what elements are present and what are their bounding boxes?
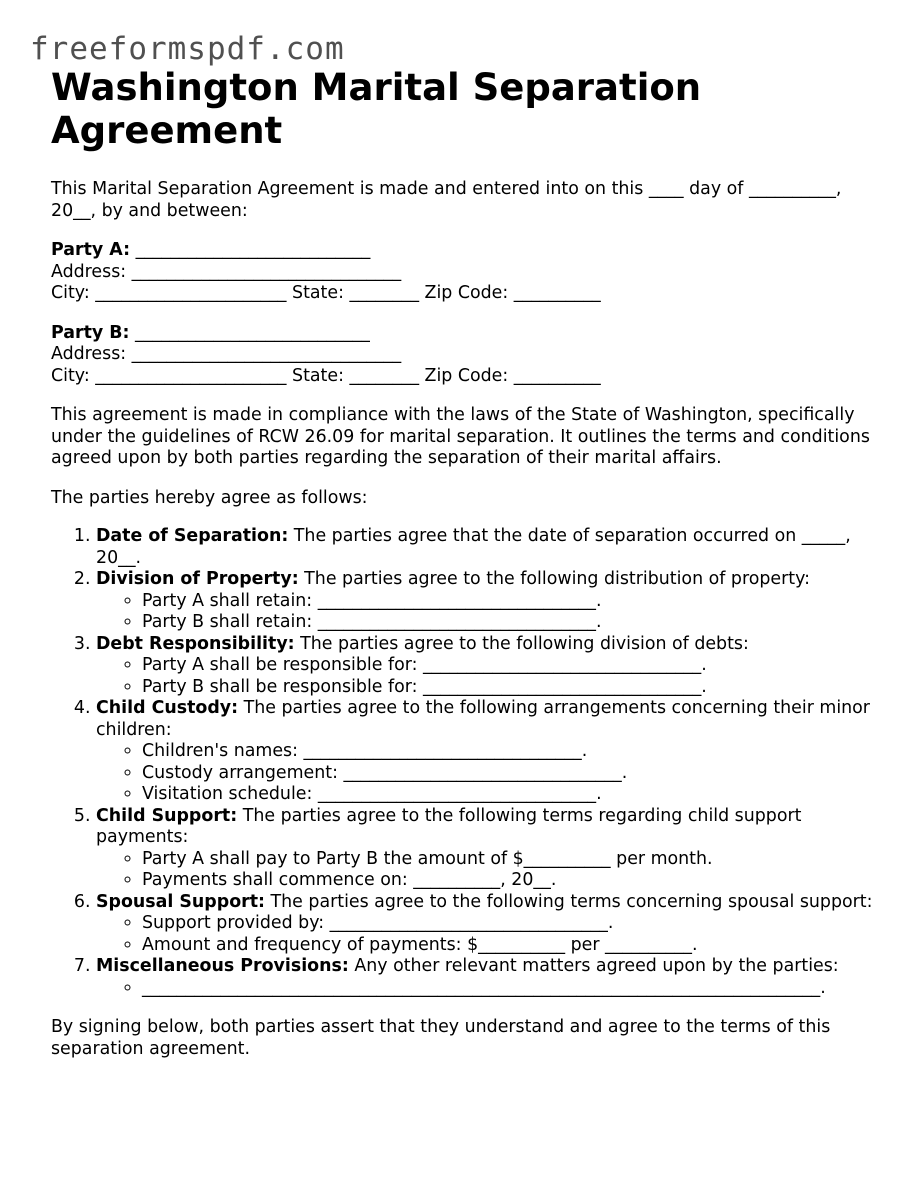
term-item-child-support <box>96 806 881 892</box>
term-sublist <box>96 655 881 698</box>
party-a-label: Party A: <box>51 240 131 260</box>
sub-item[interactable]: ◦ Custody arrangement: ________________________________. <box>142 763 881 785</box>
party-b-city-state-zip-field[interactable]: City: ______________________ State: ________ Zip Code: __________ <box>51 365 601 386</box>
term-text: The parties agree to the following terms regarding child support payments: <box>96 805 802 847</box>
term-heading: Debt Responsibility: <box>96 633 295 654</box>
sub-item[interactable]: ◦ Visitation schedule: ________________________________. <box>142 784 881 806</box>
term-heading: Child Support: <box>96 805 238 826</box>
sub-item[interactable]: ◦ Payments shall commence on: __________, 20__. <box>142 870 881 892</box>
party-b-address-field[interactable]: Address: _______________________________ <box>51 344 402 364</box>
party-a-name-row <box>51 240 881 262</box>
term-heading: Child Custody: <box>96 698 239 718</box>
watermark: freeformspdf.com <box>30 31 345 67</box>
compliance-paragraph: This agreement is made in compliance with the laws of the State of Washington, specifically under the guidelines of RCW 26.09 for marital separation. It outlines the terms and conditions agreed upon by both parties regarding the separation of their marital affairs. <box>51 405 870 468</box>
document-page <box>51 66 881 1060</box>
terms-list <box>51 526 881 999</box>
term-text: The parties agree to the following terms concerning spousal support: <box>265 891 873 912</box>
term-sublist <box>96 591 881 634</box>
party-b-name-field[interactable]: ___________________________ <box>135 322 370 343</box>
term-item-child-custody <box>96 698 881 806</box>
term-text: Any other relevant matters agreed upon by the parties: <box>348 956 839 976</box>
party-b-block <box>51 323 881 388</box>
term-text[interactable]: The parties agree that the date of separation occurred on _____, 20__. <box>96 526 851 568</box>
term-item-date-of-separation <box>96 526 881 569</box>
closing-paragraph: By signing below, both parties assert that they understand and agree to the terms of this separation agreement. <box>51 1017 831 1059</box>
sub-item[interactable]: ◦ Party A shall be responsible for: ________________________________. <box>142 655 881 677</box>
sub-item[interactable]: ◦ Party B shall retain: ________________________________. <box>142 612 881 634</box>
term-item-spousal-support <box>96 892 881 957</box>
sub-item[interactable]: ◦ Party B shall be responsible for: ________________________________. <box>142 677 881 699</box>
term-item-division-of-property <box>96 569 881 634</box>
term-text: The parties agree to the following arrangements concerning their minor children: <box>96 698 870 740</box>
term-item-miscellaneous-provisions <box>96 956 881 999</box>
intro-paragraph: This Marital Separation Agreement is made and entered into on this ____ day of __________, 20__, by and between: <box>51 179 842 221</box>
term-heading: Spousal Support: <box>96 891 265 912</box>
term-heading: Date of Separation: <box>96 526 289 546</box>
term-sublist <box>96 978 881 1000</box>
party-a-name-field[interactable]: ___________________________ <box>135 240 371 260</box>
term-item-debt-responsibility <box>96 634 881 699</box>
sub-item[interactable]: ◦ Party A shall pay to Party B the amount of $__________ per month. <box>142 849 881 871</box>
term-sublist <box>96 913 881 956</box>
sub-item[interactable]: ◦ Party A shall retain: ________________________________. <box>142 591 881 613</box>
party-b-name-row <box>51 323 881 345</box>
term-heading: Miscellaneous Provisions: <box>96 956 349 976</box>
sub-item[interactable]: ◦ Children's names: ________________________________. <box>142 741 881 763</box>
party-a-city-state-zip-field[interactable]: City: ______________________ State: ________ Zip Code: __________ <box>51 283 601 303</box>
party-b-label: Party B: <box>51 322 130 343</box>
term-heading: Division of Property: <box>96 569 299 589</box>
term-text: The parties agree to the following distribution of property: <box>298 569 810 589</box>
agree-intro: The parties hereby agree as follows: <box>51 487 368 508</box>
term-sublist <box>96 741 881 806</box>
sub-item[interactable]: ◦ ______________________________________________________________________________. <box>142 978 881 1000</box>
party-a-address-field[interactable]: Address: _______________________________ <box>51 261 402 282</box>
term-sublist <box>96 849 881 892</box>
sub-item[interactable]: ◦ Support provided by: ________________________________. <box>142 913 881 935</box>
term-text: The parties agree to the following division of debts: <box>294 633 749 654</box>
sub-item[interactable]: ◦ Amount and frequency of payments: $__________ per __________. <box>142 935 881 957</box>
document-title: Washington Marital Separation Agreement <box>51 66 702 152</box>
party-a-block <box>51 240 881 305</box>
